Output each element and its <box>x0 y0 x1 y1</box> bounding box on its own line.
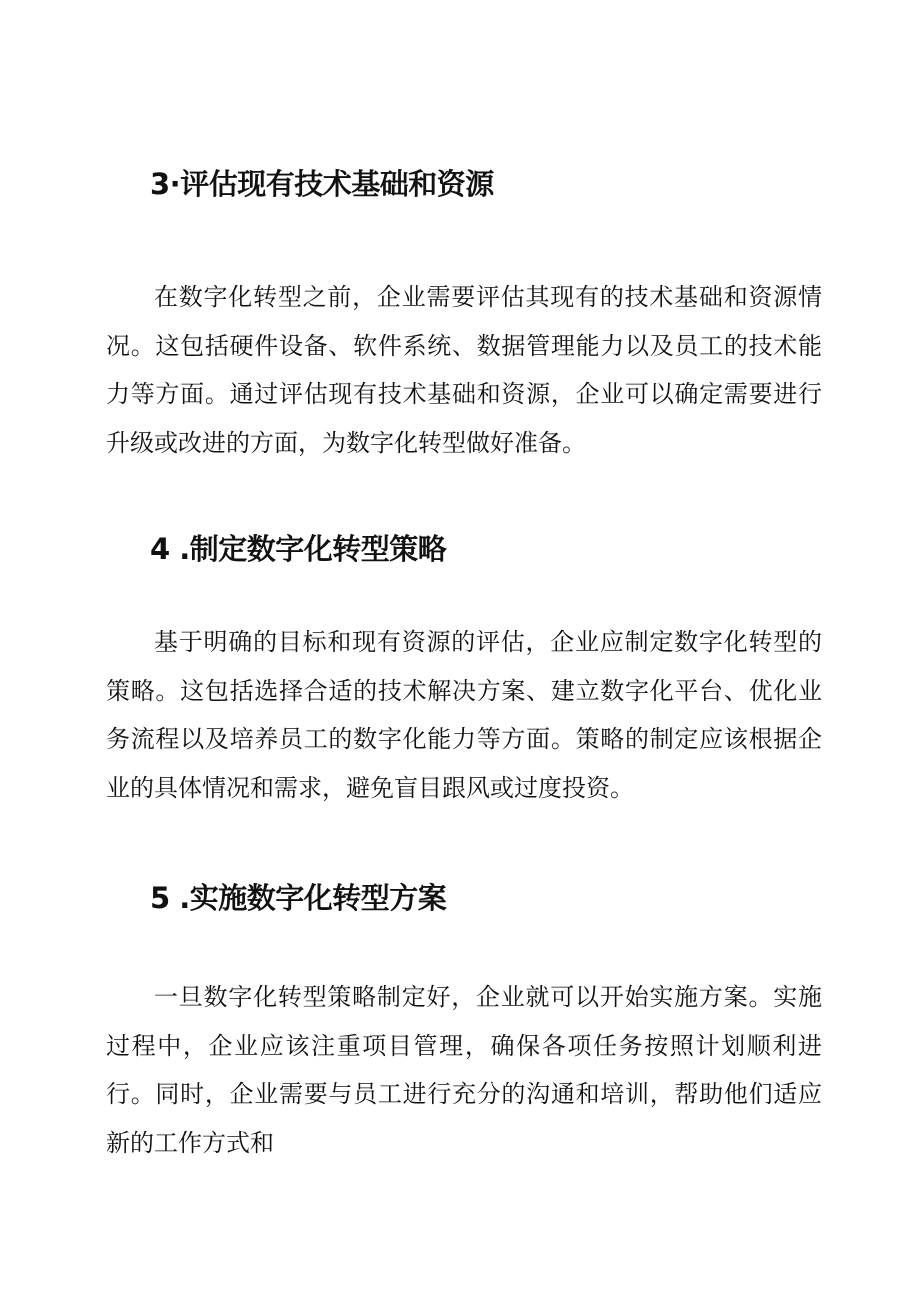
section-5-paragraph: 一旦数字化转型策略制定好，企业就可以开始实施方案。实施过程中，企业应该注重项目管理，确保各项任务按照计划顺利进行。同时，企业需要与员工进行充分的沟通和培训，帮助他们适应新的工作方式和 <box>106 983 822 1157</box>
section-5-heading: 5 .实施数字化转型方案 <box>150 881 447 915</box>
section-3-paragraph: 在数字化转型之前，企业需要评估其现有的技术基础和资源情况。这包括硬件设备、软件系统、数据管理能力以及员工的技术能力等方面。通过评估现有技术基础和资源，企业可以确定需要进行升级或改进的方面，为数字化转型做好准备。 <box>106 283 822 457</box>
section-4-heading: 4 .制定数字化转型策略 <box>150 532 447 566</box>
section-4-paragraph: 基于明确的目标和现有资源的评估，企业应制定数字化转型的策略。这包括选择合适的技术解决方案、建立数字化平台、优化业务流程以及培养员工的数字化能力等方面。策略的制定应该根据企业的具体情况和需求，避免盲目跟风或过度投资。 <box>106 628 822 802</box>
section-3-heading: 3·评估现有技术基础和资源 <box>150 167 494 201</box>
